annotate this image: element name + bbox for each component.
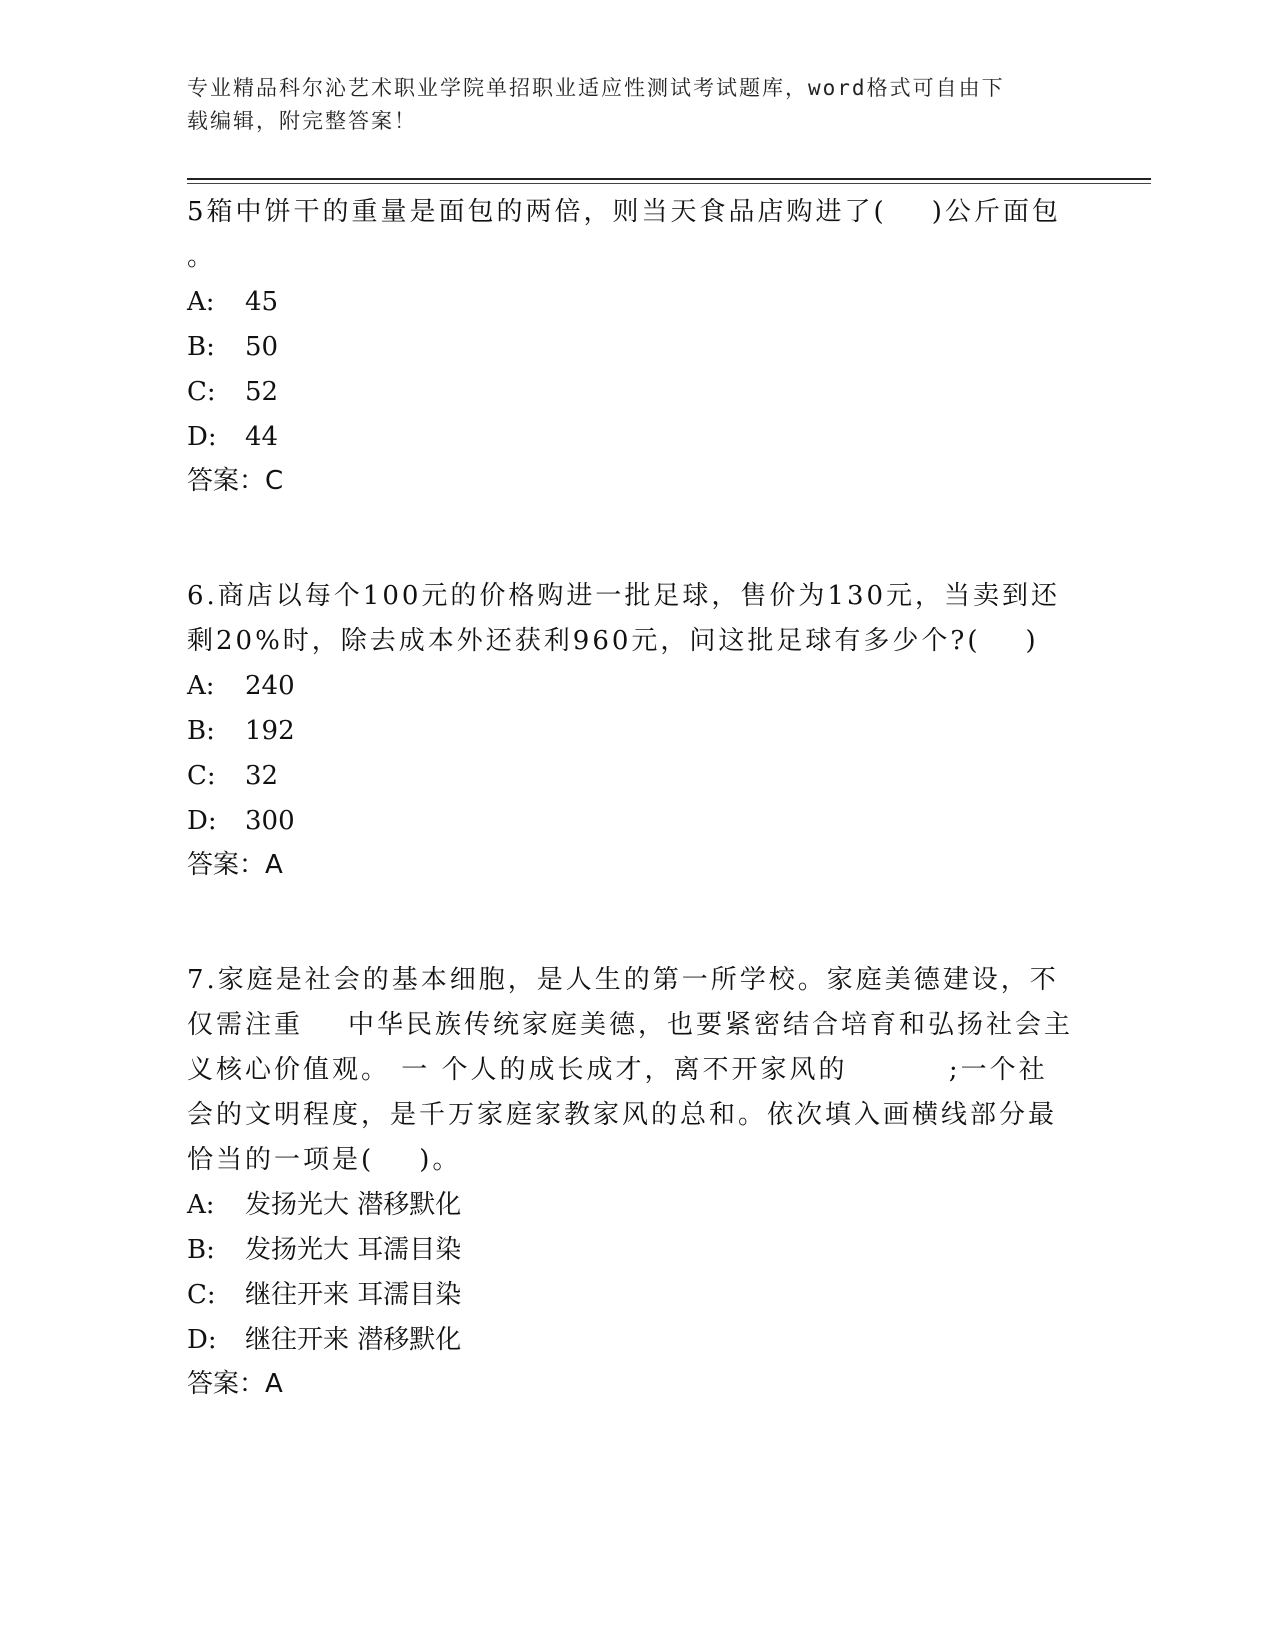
option-d (187, 415, 1087, 460)
option-text: 继往开来 潜移默化 (245, 1325, 462, 1355)
option-key: D: (187, 806, 217, 836)
question-text-line: 6.商店以每个100元的价格购进一批足球，售价为130元，当卖到还 (187, 581, 1061, 611)
question-text-line: 仅需注重 中华民族传统家庭美德，也要紧密结合培育和弘扬社会主 (187, 1010, 1074, 1040)
option-text: 继往开来 耳濡目染 (245, 1280, 462, 1310)
option-d (187, 1318, 1087, 1363)
option-a (187, 664, 1087, 709)
option-c (187, 370, 1087, 415)
option-key: A: (187, 671, 215, 701)
document-header (187, 72, 1087, 138)
option-b (187, 325, 1087, 370)
option-text: 发扬光大 耳濡目染 (245, 1235, 462, 1265)
option-key: D: (187, 422, 217, 452)
question-list (187, 190, 1087, 1405)
option-text: 44 (245, 422, 279, 452)
header-line-2: 载编辑，附完整答案！ (187, 109, 417, 133)
question-text-line: 会的文明程度，是千万家庭家教家风的总和。依次填入画横线部分最 (187, 1100, 1058, 1130)
answer-line: 答案：C (187, 466, 284, 496)
question-6 (187, 574, 1087, 886)
option-text: 192 (245, 716, 295, 746)
option-text: 发扬光大 潜移默化 (245, 1190, 462, 1220)
option-key: B: (187, 332, 215, 362)
option-text: 32 (245, 761, 279, 791)
option-a (187, 280, 1087, 325)
option-text: 50 (245, 332, 279, 362)
option-text: 300 (245, 806, 295, 836)
option-c (187, 754, 1087, 799)
header-rule-thin (187, 183, 1151, 184)
question-text-line: 剩20%时，除去成本外还获利960元，问这批足球有多少个?( ) (187, 626, 1039, 656)
header-line-1: 专业精品科尔沁艺术职业学院单招职业适应性测试考试题库，word格式可自由下 (187, 76, 1005, 100)
option-key: C: (187, 1280, 216, 1310)
option-key: C: (187, 377, 216, 407)
question-text-line: 7.家庭是社会的基本细胞，是人生的第一所学校。家庭美德建设，不 (187, 965, 1059, 995)
option-b (187, 1228, 1087, 1273)
option-key: A: (187, 287, 215, 317)
spacer (187, 886, 1087, 958)
question-text-line: 义核心价值观。 一 个人的成长成才，离不开家风的 ;一个社 (187, 1055, 1048, 1085)
option-text: 45 (245, 287, 279, 317)
answer-line: 答案：A (187, 850, 283, 880)
question-text-line: 。 (187, 242, 217, 272)
header-rule-thick (187, 178, 1151, 180)
option-b (187, 709, 1087, 754)
question-text-line: 5箱中饼干的重量是面包的两倍，则当天食品店购进了( )公斤面包 (187, 197, 1061, 227)
spacer (187, 502, 1087, 574)
option-key: A: (187, 1190, 215, 1220)
option-d (187, 799, 1087, 844)
option-key: B: (187, 1235, 215, 1265)
question-text-line: 恰当的一项是( )。 (187, 1145, 462, 1175)
question-7 (187, 958, 1087, 1405)
option-key: B: (187, 716, 215, 746)
option-text: 52 (245, 377, 279, 407)
option-c (187, 1273, 1087, 1318)
question-5 (187, 190, 1087, 502)
option-key: D: (187, 1325, 217, 1355)
answer-line: 答案：A (187, 1369, 283, 1399)
option-key: C: (187, 761, 216, 791)
option-text: 240 (245, 671, 295, 701)
option-a (187, 1183, 1087, 1228)
